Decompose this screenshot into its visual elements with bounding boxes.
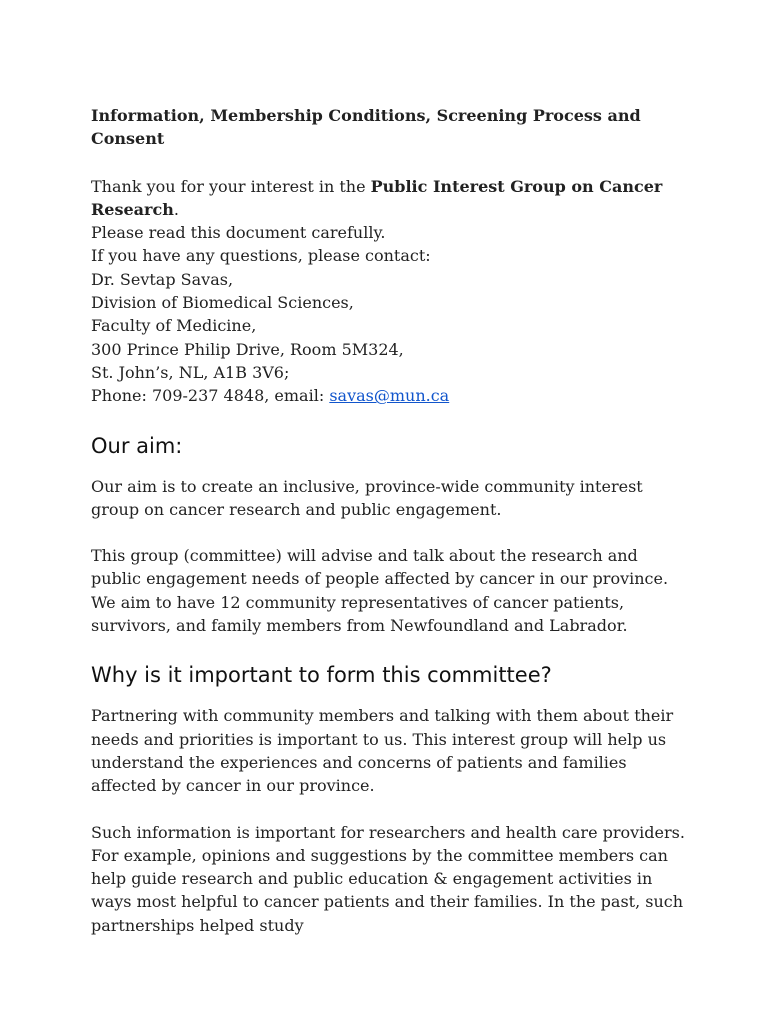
thanks-prefix: Thank you for your interest in the: [91, 176, 371, 196]
section-heading-aim: Our aim:: [91, 433, 183, 458]
group-name: Public Interest Group on Cancer Research: [91, 176, 663, 219]
document-page: [91, 104, 691, 937]
contact-faculty: Faculty of Medicine,: [91, 316, 257, 336]
aim-paragraph-3: We aim to have 12 community representatives of cancer patients, survivors, and family members from Newfoundland and Labrador.: [91, 592, 628, 636]
why-paragraph-2: Such information is important for researchers and health care providers. For example, opinions and suggestions by the committee members can help guide research and public education & engagement activities in ways most helpful to cancer patients and their families. In the past, such partnerships helped study: [91, 822, 685, 935]
contact-division: Division of Biomedical Sciences,: [91, 293, 354, 313]
contact-city: St. John’s, NL, A1B 3V6;: [91, 362, 290, 382]
intro-section: [91, 175, 691, 408]
section-heading-why: Why is it important to form this committee?: [91, 663, 552, 688]
thanks-suffix: .: [173, 199, 179, 219]
contact-address: 300 Prince Philip Drive, Room 5M324,: [91, 339, 404, 359]
aim-paragraph-1: Our aim is to create an inclusive, province-wide community interest group on cancer research and public engagement.: [91, 476, 643, 519]
aim-paragraph-2: This group (committee) will advise and talk about the research and public engagement needs of people affected by cancer in our province.: [91, 546, 669, 589]
questions-line: If you have any questions, please contact:: [91, 246, 431, 266]
thanks-line: [91, 175, 691, 222]
why-paragraph-1: Partnering with community members and talking with them about their needs and priorities is important to us. This interest group will help us understand the experiences and concerns of patients and families affected by cancer in our province.: [91, 706, 674, 796]
email-link[interactable]: savas@mun.ca: [329, 386, 450, 406]
aim-paragraph-group: [91, 544, 691, 637]
read-line: Please read this document carefully.: [91, 223, 386, 243]
contact-phone: Phone: 709-237 4848, email:: [91, 386, 330, 406]
section-aim: [91, 475, 691, 638]
document-title: Information, Membership Conditions, Screening Process and Consent: [91, 106, 641, 149]
contact-name: Dr. Sevtap Savas,: [91, 269, 234, 289]
section-why: [91, 704, 691, 937]
contact-phone-line: [91, 384, 691, 407]
